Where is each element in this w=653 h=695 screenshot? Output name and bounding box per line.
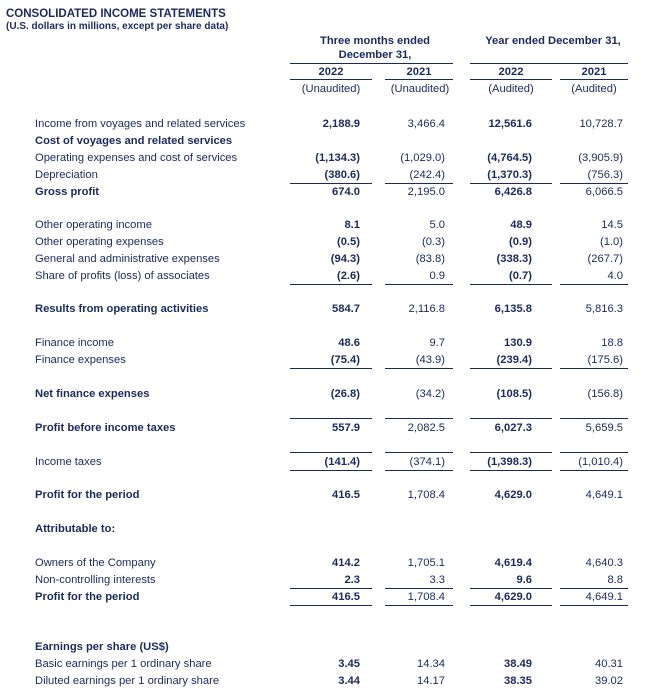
row-value: (2.6): [336, 270, 360, 282]
row-value: 9.7: [429, 337, 445, 349]
row-value: 6,426.8: [494, 186, 532, 198]
row-value: (175.6): [587, 354, 623, 366]
row-label: Profit before income taxes: [35, 422, 176, 434]
row-value: (267.7): [587, 253, 623, 265]
header-year-ended: Year ended December 31,: [485, 35, 621, 47]
row-label: Cost of voyages and related services: [35, 135, 233, 147]
row-value: 5,659.5: [585, 422, 623, 434]
row-value: 8.1: [344, 219, 360, 231]
row-value: (0.5): [336, 236, 360, 248]
row-value: 4,629.0: [494, 591, 532, 603]
row-value: 130.9: [504, 337, 532, 349]
subtotal-rule: [290, 588, 372, 589]
row-label: Results from operating activities: [35, 303, 209, 315]
statement-title: CONSOLIDATED INCOME STATEMENTS: [6, 8, 226, 20]
statement-subtitle: (U.S. dollars in millions, except per share data): [6, 21, 229, 32]
subtotal-rule: [470, 470, 552, 471]
row-value: 6,135.8: [494, 303, 532, 315]
row-value: 584.7: [332, 303, 360, 315]
subtotal-rule: [560, 452, 628, 453]
row-value: 1,705.1: [407, 557, 445, 569]
subtotal-rule: [470, 183, 552, 184]
row-label: Other operating income: [35, 219, 152, 231]
row-value: 48.9: [510, 219, 532, 231]
row-label: Operating expenses and cost of services: [35, 152, 238, 164]
subtotal-rule: [385, 368, 453, 369]
row-value: 14.34: [417, 658, 445, 670]
row-label: Finance income: [35, 337, 114, 349]
row-label: Gross profit: [35, 186, 100, 198]
row-value: (380.6): [324, 169, 360, 181]
row-value: 18.8: [601, 337, 623, 349]
row-label: Income from voyages and related services: [35, 118, 246, 130]
header-rule: [470, 63, 628, 64]
header-three-months: Three months ended December 31,: [319, 35, 431, 61]
subtotal-rule: [385, 183, 453, 184]
row-value: 3.45: [338, 658, 360, 670]
col-status-3: (Audited): [488, 83, 534, 95]
row-value: 4,640.3: [585, 557, 623, 569]
row-value: 38.49: [504, 658, 532, 670]
subtotal-rule: [290, 452, 372, 453]
row-value: 4,619.4: [494, 557, 532, 569]
header-rule: [385, 79, 453, 80]
subtotal-rule: [560, 284, 628, 285]
row-value: 416.5: [332, 591, 360, 603]
row-value: 3,466.4: [407, 118, 445, 130]
subtotal-rule: [560, 605, 628, 606]
row-value: 14.5: [601, 219, 623, 231]
col-status-2: (Unaudited): [390, 83, 450, 95]
row-value: 6,027.3: [494, 422, 532, 434]
row-value: 39.02: [595, 675, 623, 687]
subtotal-rule: [560, 588, 628, 589]
row-value: 48.6: [338, 337, 360, 349]
subtotal-rule: [470, 368, 552, 369]
row-value: (108.5): [496, 388, 532, 400]
row-value: 1,708.4: [407, 591, 445, 603]
row-value: (4,764.5): [487, 152, 532, 164]
row-value: (43.9): [415, 354, 445, 366]
row-value: (156.8): [587, 388, 623, 400]
row-label: Net finance expenses: [35, 388, 150, 400]
row-value: 8.8: [607, 574, 623, 586]
col-year-1: 2022: [318, 66, 344, 78]
row-label: Diluted earnings per 1 ordinary share: [35, 675, 220, 687]
header-rule: [290, 79, 372, 80]
row-value: 2,188.9: [322, 118, 360, 130]
row-value: 0.9: [429, 270, 445, 282]
row-value: (75.4): [330, 354, 360, 366]
row-value: 2,082.5: [407, 422, 445, 434]
row-value: 2.3: [344, 574, 360, 586]
row-label: Finance expenses: [35, 354, 126, 366]
row-value: 4.0: [607, 270, 623, 282]
row-value: 674.0: [332, 186, 360, 198]
subtotal-rule: [560, 183, 628, 184]
row-label: Earnings per share (US$): [35, 641, 169, 653]
subtotal-rule: [290, 418, 372, 419]
row-value: 1,708.4: [407, 489, 445, 501]
header-rule: [560, 79, 628, 80]
row-label: Attributable to:: [35, 523, 116, 535]
row-value: 9.6: [516, 574, 532, 586]
row-value: (1,398.3): [487, 456, 532, 468]
row-value: 10,728.7: [579, 118, 623, 130]
row-label: Owners of the Company: [35, 557, 156, 569]
col-status-4: (Audited): [571, 83, 617, 95]
row-value: 4,649.1: [585, 489, 623, 501]
subtotal-rule: [560, 418, 628, 419]
row-label: Basic earnings per 1 ordinary share: [35, 658, 212, 670]
row-value: (0.3): [421, 236, 445, 248]
subtotal-rule: [290, 470, 372, 471]
subtotal-rule: [560, 470, 628, 471]
subtotal-rule: [385, 588, 453, 589]
subtotal-rule: [385, 452, 453, 453]
subtotal-rule: [385, 418, 453, 419]
row-value: 5.0: [429, 219, 445, 231]
row-value: (756.3): [587, 169, 623, 181]
row-value: (0.9): [508, 236, 532, 248]
row-value: (242.4): [409, 169, 445, 181]
subtotal-rule: [290, 605, 372, 606]
row-value: 4,629.0: [494, 489, 532, 501]
row-value: 2,116.8: [408, 303, 445, 315]
row-value: 6,066.5: [585, 186, 623, 198]
subtotal-rule: [470, 588, 552, 589]
row-value: 4,649.1: [585, 591, 623, 603]
row-value: (83.8): [415, 253, 445, 265]
row-value: (1.0): [599, 236, 623, 248]
row-label: Depreciation: [35, 169, 98, 181]
row-value: 40.31: [595, 658, 623, 670]
row-value: (34.2): [415, 388, 445, 400]
row-value: 3.3: [429, 574, 445, 586]
row-label: Profit for the period: [35, 591, 140, 603]
row-value: (141.4): [324, 456, 360, 468]
row-value: 2,195.0: [407, 186, 445, 198]
subtotal-rule: [470, 452, 552, 453]
row-label: General and administrative expenses: [35, 253, 220, 265]
row-value: 416.5: [332, 489, 360, 501]
row-value: (1,370.3): [487, 169, 532, 181]
row-label: Income taxes: [35, 456, 102, 468]
subtotal-rule: [290, 368, 372, 369]
header-rule: [290, 63, 453, 64]
row-value: (3,905.9): [578, 152, 623, 164]
row-value: 414.2: [332, 557, 360, 569]
row-label: Non-controlling interests: [35, 574, 156, 586]
row-value: (26.8): [330, 388, 360, 400]
col-year-4: 2021: [581, 66, 607, 78]
row-value: 5,816.3: [585, 303, 623, 315]
row-value: 12,561.6: [488, 118, 532, 130]
row-value: 38.35: [504, 675, 532, 687]
subtotal-rule: [385, 284, 453, 285]
row-value: (374.1): [409, 456, 445, 468]
row-value: (1,010.4): [578, 456, 623, 468]
row-value: (239.4): [496, 354, 532, 366]
row-label: Share of profits (loss) of associates: [35, 270, 210, 282]
col-status-1: (Unaudited): [301, 83, 361, 95]
row-value: 557.9: [332, 422, 360, 434]
row-label: Profit for the period: [35, 489, 140, 501]
subtotal-rule: [385, 470, 453, 471]
subtotal-rule: [290, 284, 372, 285]
subtotal-rule: [560, 368, 628, 369]
subtotal-rule: [470, 418, 552, 419]
row-value: 14.17: [417, 675, 445, 687]
row-value: (94.3): [330, 253, 360, 265]
row-label: Other operating expenses: [35, 236, 164, 248]
subtotal-rule: [470, 605, 552, 606]
col-year-2: 2021: [406, 66, 432, 78]
subtotal-rule: [470, 284, 552, 285]
col-year-3: 2022: [498, 66, 524, 78]
subtotal-rule: [290, 183, 372, 184]
row-value: 3.44: [338, 675, 360, 687]
header-rule: [470, 79, 552, 80]
subtotal-rule: [385, 605, 453, 606]
row-value: (338.3): [496, 253, 532, 265]
row-value: (1,029.0): [400, 152, 445, 164]
row-value: (1,134.3): [315, 152, 360, 164]
row-value: (0.7): [508, 270, 532, 282]
